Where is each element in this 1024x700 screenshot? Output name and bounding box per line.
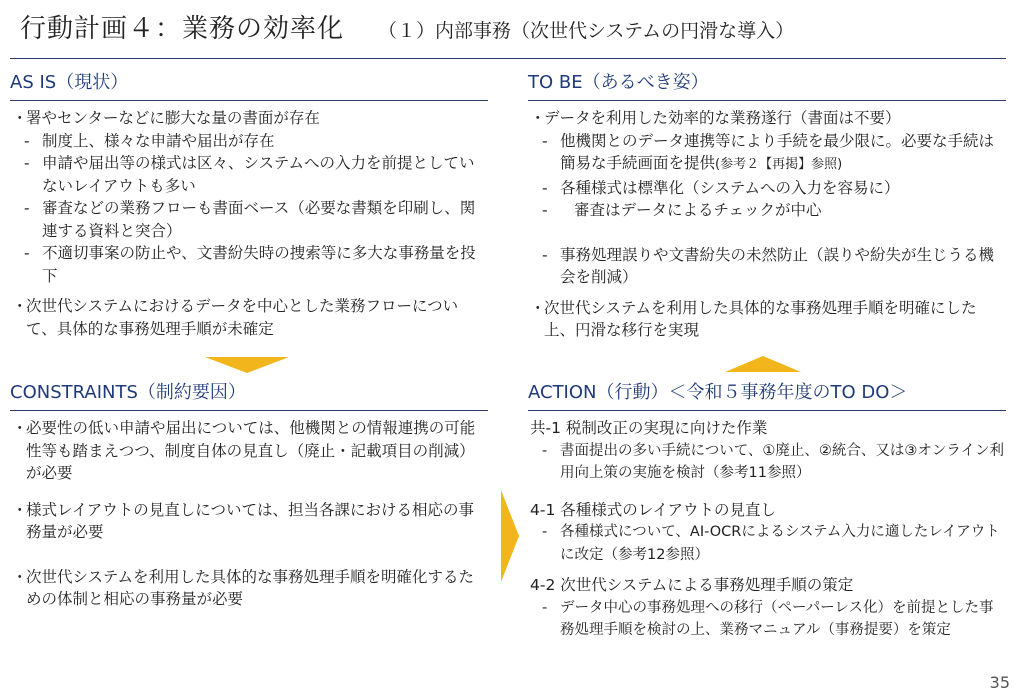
action-divider: [528, 410, 1006, 411]
action-heading: ACTION（行動）＜令和５事務年度のTO DO＞: [528, 382, 908, 403]
to-be-sub-text: 事務処理誤りや文書紛失の未然防止（誤りや紛失が生じうる機会を削減）: [560, 245, 995, 286]
to-be-bullet-text: 次世代システムを利用した具体的な事務処理手順を明確にした上、円滑な移行を実現: [544, 298, 977, 339]
page-number: 35: [989, 673, 1010, 692]
dash-mark: -: [542, 201, 548, 219]
as-is-bullet-text: 次世代システムにおけるデータを中心とした業務フローについて、具体的な事務処理手順が未確定: [26, 297, 459, 338]
action-sub-item: [528, 597, 1006, 642]
dash-mark: -: [542, 524, 548, 540]
to-be-sub-text: 審査はデータによるチェックが中心: [574, 201, 822, 219]
right-arrow-icon: [501, 490, 519, 582]
constraints-bullet-text: 必要性の低い申請や届出については、他機関との情報連携の可能性等も踏まえつつ、制度自体の見直し（廃止・記載項目の削減）が必要: [26, 419, 476, 482]
to-be-sub-item: [528, 130, 1006, 177]
bullet-mark: ・: [12, 419, 28, 437]
to-be-panel: [528, 70, 1006, 342]
reference-note: (参考２【再掲】参照): [715, 157, 843, 172]
to-be-sub-text: 他機関とのデータ連携等により手続を最少限に。必要な手続は簡易な手続画面を提供: [560, 131, 995, 172]
to-be-sub-text: 各種様式は標準化（システムへの入力を容易に）: [560, 178, 900, 197]
constraints-bullet: [10, 566, 488, 611]
to-be-bullet: [528, 107, 1006, 130]
as-is-sub-text: 申請や届出等の様式は区々、システムへの入力を前提としていないレイアウトも多い: [42, 154, 475, 195]
to-be-sub-item: [528, 177, 1006, 200]
dash-mark: -: [542, 178, 548, 197]
as-is-sub-item: [10, 242, 488, 287]
dash-mark: -: [24, 154, 30, 172]
bullet-mark: ・: [530, 298, 546, 317]
slide-title: [20, 8, 1010, 52]
action-item-title: 共-1 税制改正の実現に向けた作業: [530, 419, 768, 437]
dash-mark: -: [542, 131, 548, 150]
bullet-mark: ・: [12, 297, 28, 315]
action-sub-item: [528, 440, 1006, 485]
as-is-sub-item: [10, 152, 488, 197]
down-arrow-icon: [205, 357, 289, 373]
dash-mark: -: [542, 245, 548, 264]
as-is-sub-text: 審査などの業務フローも書面ベース（必要な書類を印刷し、関連する資料と突合）: [42, 199, 476, 240]
action-sub-text: データ中心の事務処理への移行（ペーパーレス化）を前提とした事務処理手順を検討の上、業務マニュアル（事務提要）を策定: [560, 599, 994, 638]
as-is-divider: [10, 100, 488, 101]
as-is-bullet: [10, 107, 488, 130]
as-is-sub-text: 不適切事案の防止や、文書紛失時の捜索等に多大な事務量を投下: [42, 244, 476, 285]
constraints-bullet: [10, 499, 488, 544]
to-be-bullet: [528, 297, 1006, 342]
constraints-bullet: [10, 417, 488, 485]
bullet-mark: ・: [530, 109, 546, 127]
as-is-bullet: [10, 295, 488, 340]
bullet-mark: ・: [12, 567, 28, 586]
bullet-mark: ・: [12, 500, 28, 519]
action-sub-text: 各種様式について、AI-OCRによるシステム入力に適したレイアウトに改定（参考12参照）: [560, 524, 1000, 563]
title-sub: （１）内部事務（次世代システムの円滑な導入）: [378, 20, 795, 42]
constraints-divider: [10, 410, 488, 411]
dash-mark: -: [24, 131, 30, 150]
constraints-panel: [10, 380, 488, 611]
to-be-sub-item: [528, 244, 1006, 289]
title-main: 行動計画４：業務の効率化: [20, 14, 345, 44]
as-is-panel: [10, 70, 488, 340]
dash-mark: -: [542, 599, 548, 616]
action-sub-item: [528, 521, 1006, 566]
to-be-heading: TO BE（あるべき姿）: [528, 72, 709, 93]
dash-mark: -: [24, 199, 30, 217]
dash-mark: -: [24, 244, 30, 262]
to-be-divider: [528, 100, 1006, 101]
as-is-heading: AS IS（現状）: [10, 72, 129, 93]
to-be-sub-item: [528, 199, 1006, 222]
up-arrow-icon: [725, 356, 801, 372]
as-is-sub-text: 制度上、様々な申請や届出が存在: [42, 131, 275, 150]
constraints-bullet-text: 様式レイアウトの見直しについては、担当各課における相応の事務量が必要: [26, 500, 474, 541]
to-be-bullet-text: データを利用した効率的な業務遂行（書面は不要）: [544, 109, 901, 127]
constraints-bullet-text: 次世代システムを利用した具体的な事務処理手順を明確化するための体制と相応の事務量が必要: [26, 567, 474, 608]
action-item-title: 4-1 各種様式のレイアウトの見直し: [530, 500, 777, 519]
bullet-mark: ・: [12, 109, 28, 127]
as-is-sub-item: [10, 197, 488, 242]
as-is-bullet-text: 署やセンターなどに膨大な量の書面が存在: [26, 109, 320, 127]
as-is-sub-item: [10, 130, 488, 153]
action-item-title: 4-2 次世代システムによる事務処理手順の策定: [530, 576, 854, 594]
action-panel: [528, 380, 1006, 642]
constraints-heading: CONSTRAINTS（制約要因）: [10, 382, 246, 403]
title-divider: [10, 58, 1006, 59]
dash-mark: -: [542, 442, 548, 459]
action-sub-text: 書面提出の多い手続について、①廃止、②統合、又は③オンライン利用向上策の実施を検討（参考11参照）: [560, 442, 1004, 481]
